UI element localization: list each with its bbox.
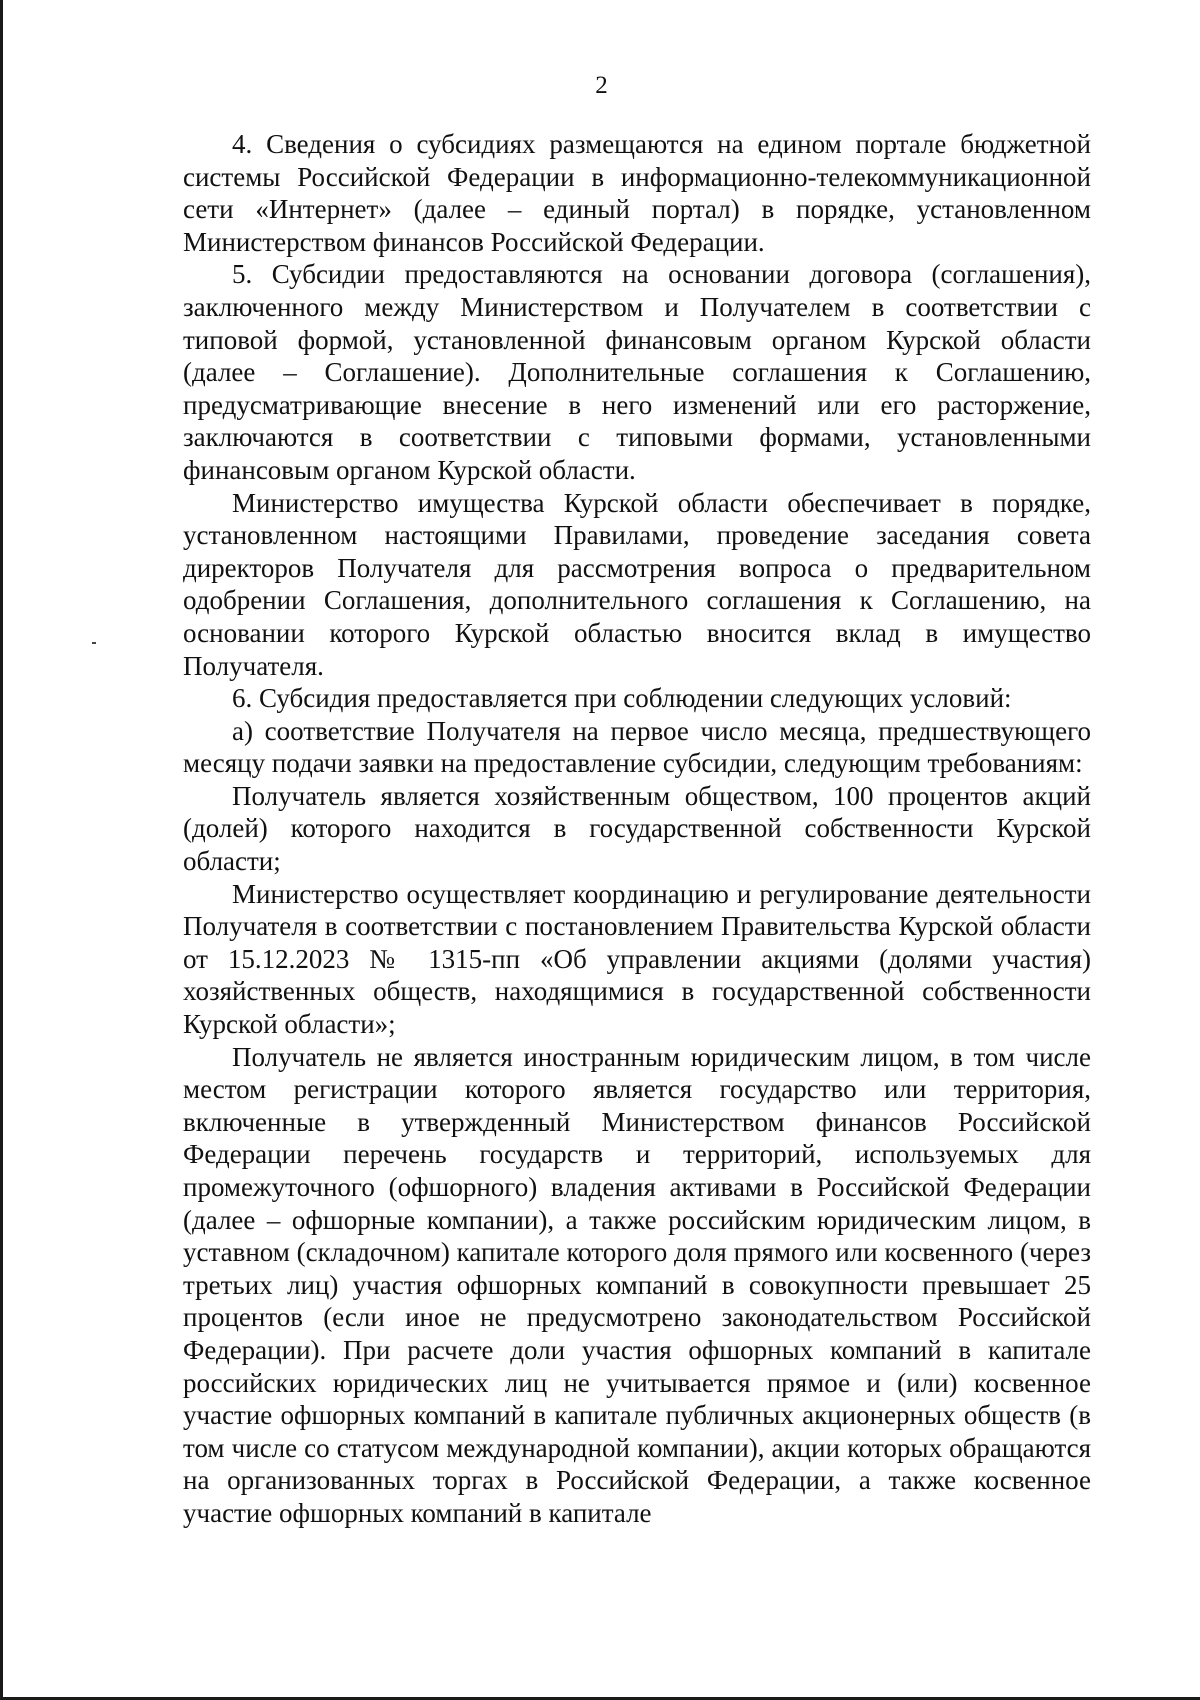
paragraph-item-6: 6. Субсидия предоставляется при соблюдении следующих условий: — [232, 683, 1012, 714]
paragraph-item-5: 5. Субсидии предоставляются на основании договора (соглашения), заключенного между Министерством и Получателем в соответствии с типовой формой, установленной финансовым органом Курской области (далее – Соглашение). Дополнительные соглашения к Соглашению, предусматривающие внесение в него изменений или его расторжение, заключаются в соответствии с типовыми формами, установленными финансовым органом Курской области. — [183, 259, 1091, 485]
page-number: 2 — [595, 72, 608, 99]
paragraph-subitem-a: а) соответствие Получателя на первое число месяца, предшествующего месяцу подачи заявки на предоставление субсидии, следующим требованиям: — [183, 715, 1091, 779]
margin-mark — [92, 642, 96, 644]
paragraph-requirement-ownership: Получатель является хозяйственным обществом, 100 процентов акций (долей) которого находится в государственной собственности Курской области; — [183, 780, 1091, 877]
paragraph-item-4: 4. Сведения о субсидиях размещаются на едином портале бюджетной системы Российской Федерации в информационно-телекоммуникационной сети «Интернет» (далее – единый портал) в порядке, установленном Министерством финансов Российской Федерации. — [183, 129, 1091, 257]
paragraph-requirement-offshore: Получатель не является иностранным юридическим лицом, в том числе местом регистрации которого является государство или территория, включенные в утвержденный Министерством финансов Российской Федерации перечень государств и территорий, используемых для промежуточного (офшорного) владения активами в Российской Федерации (далее – офшорные компании), а также российским юридическим лицом, в уставном (складочном) капитале которого доля прямого или косвенного (через третьих лиц) участия офшорных компаний в совокупности превышает 25 процентов (если иное не предусмотрено законодательством Российской Федерации). При расчете доли участия офшорных компаний в капитале российских юридических лиц не учитывается прямое и (или) косвенное участие офшорных компаний в капитале публичных акционерных обществ (в том числе со статусом международной компании), акции которых обращаются на организованных торгах в Российской Федерации, а также косвенное участие офшорных компаний в капитале — [183, 1041, 1091, 1528]
paragraph-requirement-coordination: Министерство осуществляет координацию и регулирование деятельности Получателя в соответствии с постановлением Правительства Курской области от 15.12.2023 № 1315-пп «Об управлении акциями (долями участия) хозяйственных обществ, находящимися в государственной собственности Курской области»; — [183, 878, 1091, 1040]
document-body — [183, 128, 1091, 1530]
paragraph-ministry-property: Министерство имущества Курской области обеспечивает в порядке, установленном настоящими Правилами, проведение заседания совета директоров Получателя для рассмотрения вопроса о предварительном одобрении Соглашения, дополнительного соглашения к Соглашению, на основании которого Курской областью вносится вклад в имущество Получателя. — [183, 487, 1091, 681]
